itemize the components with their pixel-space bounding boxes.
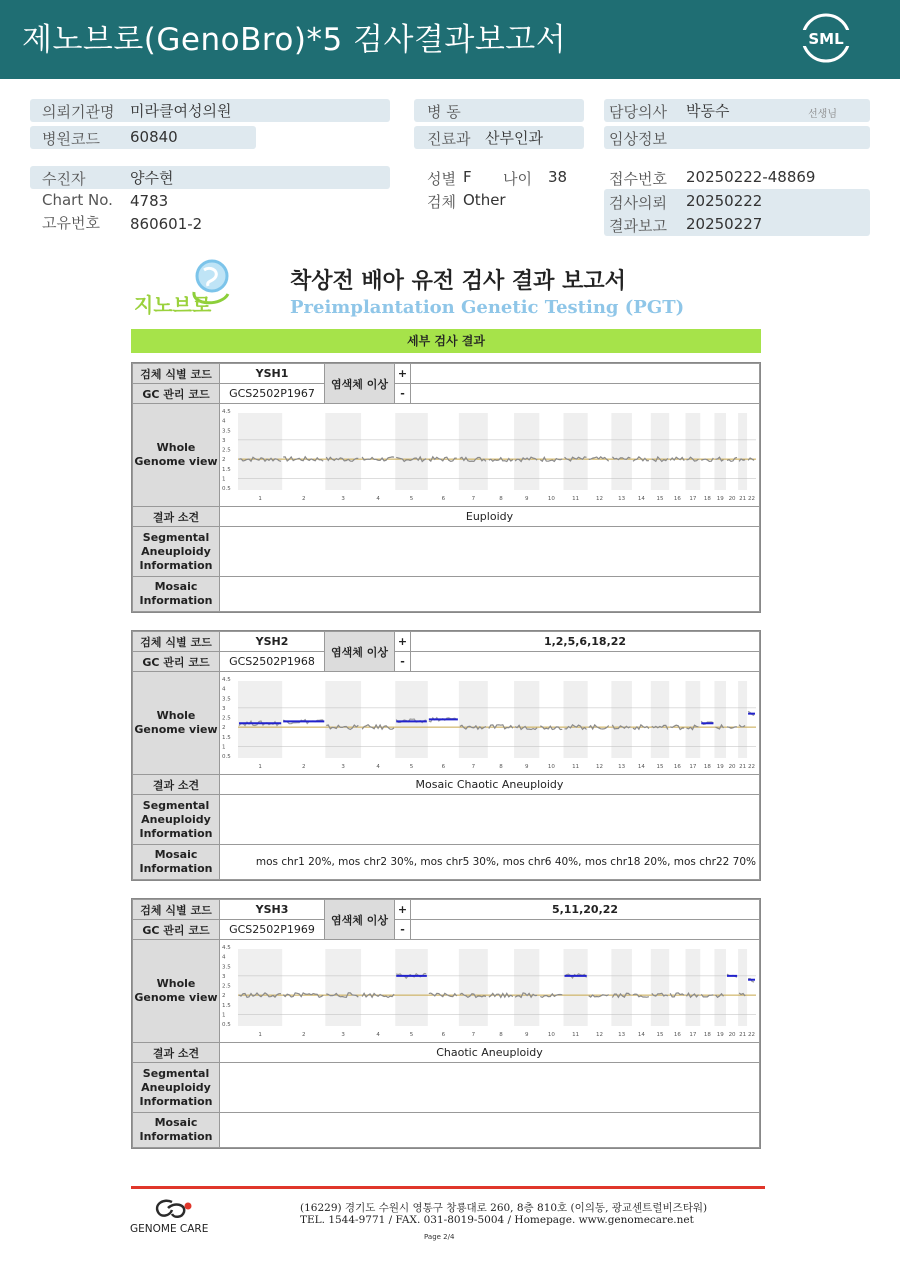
x-tick-label: 3 (341, 763, 345, 770)
x-tick-label: 17 (689, 1031, 697, 1038)
x-tick-label: 2 (301, 1031, 306, 1038)
plus-sign: + (395, 632, 411, 652)
footer-contact: TEL. 1544-9771 / FAX. 031-8019-5004 / Homepage. www.genomecare.net (300, 1214, 694, 1226)
report-date-value: 20250227 (686, 215, 763, 233)
x-tick-label: 19 (716, 1031, 724, 1038)
age-value: 38 (548, 168, 568, 186)
segmental-value (220, 527, 760, 577)
sample-code-label: 검체 식별 코드 (133, 632, 220, 652)
x-tick-label: 18 (703, 495, 711, 502)
x-tick-label: 20 (728, 495, 736, 502)
x-tick-label: 2 (301, 763, 306, 770)
gain-chromosomes: 5,11,20,22 (411, 900, 760, 920)
x-tick-label: 10 (547, 763, 555, 770)
chrom-abnormal-label: 염색체 이상 (325, 900, 395, 940)
x-tick-label: 12 (596, 763, 604, 770)
result-value: Mosaic Chaotic Aneuploidy (220, 775, 760, 795)
x-tick-label: 11 (572, 763, 580, 770)
receipt-value: 20250222-48869 (686, 168, 816, 186)
x-tick-label: 2 (301, 495, 306, 502)
y-tick-label: 1 (222, 475, 226, 482)
y-tick-label: 1 (222, 1011, 226, 1018)
x-tick-label: 18 (703, 763, 711, 770)
genome-plot-cell (220, 940, 760, 1043)
genome-plot (220, 405, 760, 506)
specimen-value: Other (463, 191, 506, 209)
x-tick-label: 20 (728, 1031, 736, 1038)
sex-value: F (463, 168, 472, 186)
x-tick-label: 8 (499, 1031, 503, 1038)
copy-number-trace (748, 458, 754, 460)
patient-label: 수진자 (42, 170, 86, 188)
chrom-abnormal-label: 염색체 이상 (325, 364, 395, 404)
segmental-value (220, 795, 760, 845)
x-tick-label: 11 (572, 1031, 580, 1038)
chart-value: 4783 (130, 192, 169, 210)
minus-sign: - (395, 920, 411, 940)
sml-logo-text: SML (808, 30, 844, 48)
y-tick-label: 4.5 (222, 676, 231, 683)
whole-genome-label: Whole Genome view (133, 940, 220, 1043)
segmental-label: Segmental Aneuploidy Information (133, 1063, 220, 1113)
sample-code-label: 검체 식별 코드 (133, 364, 220, 384)
genome-plot-cell (220, 404, 760, 507)
page-title: 제노브로(GenoBro)*5 검사결과보고서 (22, 22, 567, 58)
x-tick-label: 10 (547, 495, 555, 502)
x-tick-label: 15 (656, 495, 664, 502)
y-tick-label: 2.5 (222, 447, 231, 453)
mosaic-value: mos chr1 20%, mos chr2 30%, mos chr5 30%, mos chr6 40%, mos chr18 20%, mos chr22 70% (220, 845, 760, 880)
x-tick-label: 14 (637, 763, 645, 770)
sample-code-value: YSH1 (220, 364, 325, 384)
x-tick-label: 15 (656, 1031, 664, 1038)
mosaic-value (220, 577, 760, 612)
x-tick-label: 22 (748, 495, 756, 502)
x-tick-label: 13 (618, 763, 626, 770)
hospital-code-label: 병원코드 (42, 130, 100, 148)
result-label: 결과 소견 (133, 1043, 220, 1063)
x-tick-label: 22 (748, 1031, 756, 1038)
x-tick-label: 3 (341, 495, 345, 502)
plus-sign: + (395, 364, 411, 384)
copy-number-trace (589, 456, 609, 460)
y-tick-label: 4 (222, 686, 226, 693)
x-tick-label: 13 (618, 1031, 626, 1038)
y-tick-label: 3 (222, 437, 226, 444)
receipt-label: 접수번호 (609, 170, 667, 188)
y-tick-label: 2 (222, 456, 226, 463)
gc-code-value: GCS2502P1967 (220, 384, 325, 404)
gc-code-value: GCS2502P1969 (220, 920, 325, 940)
genome-plot (220, 673, 760, 774)
copy-number-trace (540, 725, 562, 729)
id-label: 고유번호 (42, 214, 100, 232)
chart-label: Chart No. (42, 191, 113, 209)
x-tick-label: 16 (673, 1031, 681, 1038)
result-label: 결과 소견 (133, 507, 220, 527)
footer-divider (131, 1186, 765, 1189)
patient-value: 양수현 (130, 169, 174, 187)
y-tick-label: 2 (222, 724, 226, 731)
x-tick-label: 12 (596, 1031, 604, 1038)
genobro-logo-text: 지노브로 (134, 293, 212, 317)
genome-care-text: GENOME CARE (130, 1223, 209, 1235)
x-tick-label: 1 (258, 495, 262, 502)
x-tick-label: 20 (728, 763, 736, 770)
x-tick-label: 6 (441, 763, 446, 770)
hospital-code-value: 60840 (130, 128, 178, 146)
loss-chromosomes (411, 652, 760, 672)
x-tick-label: 4 (376, 763, 380, 770)
x-tick-label: 7 (471, 1031, 476, 1038)
y-tick-label: 0.5 (222, 753, 231, 760)
gc-code-value: GCS2502P1968 (220, 652, 325, 672)
x-tick-label: 21 (739, 1031, 747, 1038)
x-tick-label: 9 (524, 763, 529, 770)
minus-sign: - (395, 652, 411, 672)
minus-sign: - (395, 384, 411, 404)
y-tick-label: 4.5 (222, 944, 231, 951)
y-tick-label: 4.5 (222, 408, 231, 415)
sample-code-value: YSH3 (220, 900, 325, 920)
gc-code-label: GC 관리 코드 (133, 652, 220, 672)
loss-chromosomes (411, 384, 760, 404)
y-tick-label: 3.5 (222, 695, 231, 702)
x-tick-label: 4 (376, 1031, 380, 1038)
x-tick-label: 17 (689, 495, 697, 502)
sample-code-value: YSH2 (220, 632, 325, 652)
y-tick-label: 2.5 (222, 983, 231, 989)
genome-plot (220, 941, 760, 1042)
y-tick-label: 3 (222, 705, 226, 712)
x-tick-label: 5 (409, 495, 414, 502)
plus-sign: + (395, 900, 411, 920)
sample-code-label: 검체 식별 코드 (133, 900, 220, 920)
x-tick-label: 21 (739, 495, 747, 502)
doctor-suffix: 선생님 (808, 109, 837, 120)
x-tick-label: 16 (673, 763, 681, 770)
x-tick-label: 7 (471, 495, 476, 502)
doctor-label: 담당의사 (609, 103, 667, 121)
request-label: 검사의뢰 (609, 194, 667, 212)
x-tick-label: 10 (547, 1031, 555, 1038)
genome-plot-cell (220, 672, 760, 775)
report-title-ko: 착상전 배아 유전 검사 결과 보고서 (290, 269, 626, 294)
section-title: 세부 검사 결과 (131, 329, 761, 353)
doctor-value: 박동수 (686, 102, 730, 120)
report-date-label: 결과보고 (609, 217, 667, 235)
x-tick-label: 7 (471, 763, 476, 770)
result-value: Euploidy (220, 507, 760, 527)
x-tick-label: 18 (703, 1031, 711, 1038)
gain-chromosomes (411, 364, 760, 384)
x-tick-label: 6 (441, 1031, 446, 1038)
result-label: 결과 소견 (133, 775, 220, 795)
loss-chromosomes (411, 920, 760, 940)
gc-code-label: GC 관리 코드 (133, 920, 220, 940)
x-tick-label: 5 (409, 1031, 414, 1038)
y-tick-label: 3.5 (222, 963, 231, 970)
x-tick-label: 3 (341, 1031, 345, 1038)
chrom-abnormal-label: 염색체 이상 (325, 632, 395, 672)
y-tick-label: 1 (222, 743, 226, 750)
x-tick-label: 5 (409, 763, 414, 770)
x-tick-label: 15 (656, 763, 664, 770)
whole-genome-label: Whole Genome view (133, 404, 220, 507)
genome-care-logo (128, 1196, 224, 1236)
sample-table (131, 630, 761, 881)
x-tick-label: 11 (572, 495, 580, 502)
result-value: Chaotic Aneuploidy (220, 1043, 760, 1063)
x-tick-label: 1 (258, 763, 262, 770)
copy-number-trace (701, 458, 713, 461)
header-bar (0, 0, 900, 79)
segmental-label: Segmental Aneuploidy Information (133, 527, 220, 577)
x-tick-label: 8 (499, 763, 503, 770)
segmental-label: Segmental Aneuploidy Information (133, 795, 220, 845)
x-tick-label: 14 (637, 495, 645, 502)
x-tick-label: 19 (716, 495, 724, 502)
x-tick-label: 8 (499, 495, 503, 502)
id-value: 860601-2 (130, 215, 203, 233)
y-tick-label: 1.5 (222, 1002, 231, 1009)
mosaic-value (220, 1113, 760, 1148)
department-label: 진료과 (427, 130, 471, 148)
x-tick-label: 9 (524, 495, 529, 502)
institution-value: 미라클여성의원 (130, 102, 232, 120)
y-tick-label: 2.5 (222, 715, 231, 721)
age-label: 나이 (503, 170, 532, 188)
x-tick-label: 13 (618, 495, 626, 502)
y-tick-label: 3 (222, 973, 226, 980)
x-tick-label: 21 (739, 763, 747, 770)
y-tick-label: 4 (222, 418, 226, 425)
sample-table (131, 898, 761, 1149)
department-value: 산부인과 (485, 129, 543, 147)
y-tick-label: 3.5 (222, 427, 231, 434)
y-tick-label: 4 (222, 954, 226, 961)
gain-chromosomes: 1,2,5,6,18,22 (411, 632, 760, 652)
mosaic-label: Mosaic Information (133, 1113, 220, 1148)
sex-label: 성별 (427, 170, 456, 188)
gc-code-label: GC 관리 코드 (133, 384, 220, 404)
y-tick-label: 1.5 (222, 466, 231, 473)
ward-label: 병 동 (427, 103, 461, 121)
y-tick-label: 2 (222, 992, 226, 999)
copy-number-trace (633, 994, 649, 997)
whole-genome-label: Whole Genome view (133, 672, 220, 775)
sml-logo (800, 12, 852, 64)
genobro-logo (132, 256, 247, 318)
x-tick-label: 9 (524, 1031, 529, 1038)
segmental-value (220, 1063, 760, 1113)
mosaic-label: Mosaic Information (133, 577, 220, 612)
x-tick-label: 19 (716, 763, 724, 770)
specimen-label: 검체 (427, 193, 456, 211)
report-title-en: Preimplantation Genetic Testing (PGT) (290, 297, 685, 318)
x-tick-label: 12 (596, 495, 604, 502)
sample-table (131, 362, 761, 613)
y-tick-label: 1.5 (222, 734, 231, 741)
footer-address: (16229) 경기도 수원시 영통구 창룡대로 260, 8층 810호 (이의동, 광교센트럴비즈타워) (300, 1202, 708, 1214)
x-tick-label: 17 (689, 763, 697, 770)
page-number: Page 2/4 (424, 1233, 455, 1241)
y-tick-label: 0.5 (222, 1021, 231, 1028)
x-tick-label: 4 (376, 495, 380, 502)
y-tick-label: 0.5 (222, 485, 231, 492)
institution-label: 의뢰기관명 (42, 103, 115, 121)
request-value: 20250222 (686, 192, 763, 210)
x-tick-label: 1 (258, 1031, 262, 1038)
mosaic-label: Mosaic Information (133, 845, 220, 880)
x-tick-label: 16 (673, 495, 681, 502)
x-tick-label: 22 (748, 763, 756, 770)
x-tick-label: 14 (637, 1031, 645, 1038)
x-tick-label: 6 (441, 495, 446, 502)
clinical-label: 임상정보 (609, 130, 667, 148)
